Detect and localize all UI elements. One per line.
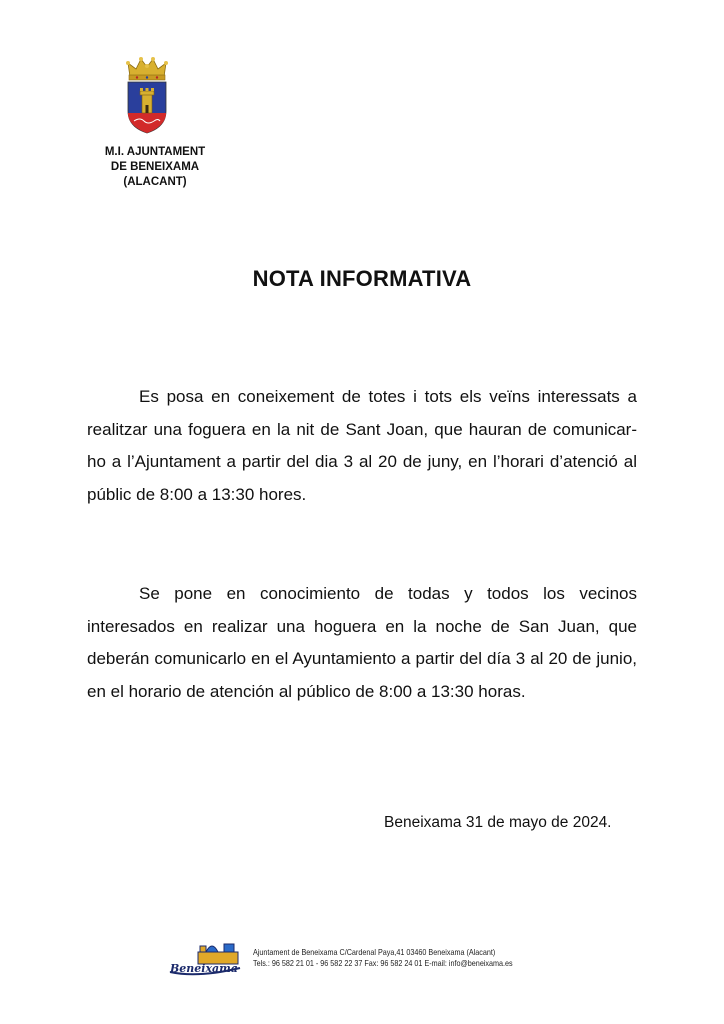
- organization-name: [88, 145, 222, 190]
- shield-icon: [128, 82, 166, 133]
- org-line-2: DE BENEIXAMA: [110, 161, 200, 173]
- paragraph-valencian: Es posa en coneixement de totes i tots els veïns interessats a realitzar una foguera en la nit de Sant Joan, que hauran de comunicar-ho a l’Ajuntament a partir del dia 3 al 20 de juny, en l’horari d’atenció al públic de 8:00 a 13:30 hores.: [87, 387, 637, 504]
- coat-of-arms-icon: [122, 55, 172, 135]
- date-line: Beneixama 31 de mayo de 2024.: [384, 814, 612, 831]
- town-logo-text: Beneixama: [170, 962, 238, 975]
- footer-phones-email: Tels.: 96 582 21 01 - 96 582 22 37 Fax: 96 582 24 01 E-mail: info@beneixama.es: [253, 959, 513, 968]
- footer-address: Ajuntament de Beneixama C/Cardenal Paya,41 03460 Beneixama (Alacant): [253, 948, 496, 957]
- footer-contact: [253, 947, 513, 969]
- org-line-3: (ALACANT): [123, 176, 187, 188]
- org-line-1: M.I. AJUNTAMENT: [104, 146, 206, 158]
- crown-icon: [126, 57, 168, 80]
- document-title: NOTA INFORMATIVA: [252, 266, 472, 291]
- paragraph-spanish: Se pone en conocimiento de todas y todos los vecinos interesados en realizar una hoguera en la noche de San Juan, que deberán comunicarlo en el Ayuntamiento a partir del día 3 al 20 de junio, en el horario de atención al público de 8:00 a 13:30 horas.: [87, 584, 637, 701]
